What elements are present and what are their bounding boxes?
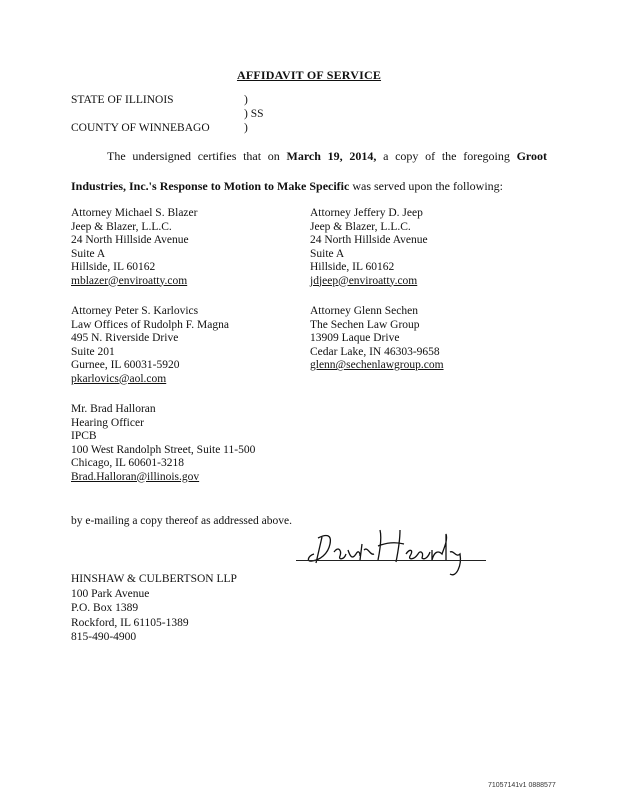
recipient-firm: The Sechen Law Group [310, 318, 420, 331]
firm-pobox: P.O. Box 1389 [71, 602, 139, 614]
signature-line [296, 560, 486, 561]
recipient-firm: Jeep & Blazer, L.L.C. [310, 220, 411, 233]
document-name-part-1: Groot [516, 149, 548, 163]
venue-county: COUNTY OF WINNEBAGO [71, 122, 210, 134]
firm-block [71, 572, 237, 645]
statement-intro: The undersigned certifies that on [107, 149, 280, 163]
recipient-email[interactable]: Brad.Halloran@illinois.gov [71, 470, 200, 483]
venue-block [71, 93, 210, 135]
recipient-halloran [71, 403, 255, 484]
venue-state: STATE OF ILLINOIS [71, 94, 174, 106]
recipient-email[interactable]: pkarlovics@aol.com [71, 372, 167, 385]
recipient-email[interactable]: jdjeep@enviroatty.com [310, 274, 418, 287]
firm-name: HINSHAW & CULBERTSON LLP [71, 573, 237, 585]
document-name-part-2: Industries, Inc.'s Response to Motion to Make Specific [71, 179, 350, 193]
firm-street: 100 Park Avenue [71, 587, 150, 600]
recipient-blazer [71, 207, 197, 288]
recipient-street: 24 North Hillside Avenue [71, 234, 189, 246]
recipient-agency: IPCB [71, 430, 97, 442]
recipient-city: Gurnee, IL 60031-5920 [71, 359, 180, 371]
statement-line-1 [71, 149, 547, 163]
recipient-firm: Jeep & Blazer, L.L.C. [71, 220, 172, 233]
document-id: 71057141v1 0888577 [488, 782, 556, 789]
recipient-city: Hillside, IL 60162 [71, 261, 156, 273]
bracket-ss: ) SS [244, 108, 264, 120]
statement-line-2 [71, 179, 547, 193]
firm-phone: 815-490-4900 [71, 631, 137, 643]
bracket-bottom: ) [244, 122, 248, 134]
recipient-city: Chicago, IL 60601-3218 [71, 457, 184, 469]
service-method: by e-mailing a copy thereof as addressed above. [71, 515, 292, 527]
statement-middle: a copy of the foregoing [383, 149, 510, 163]
recipient-city: Hillside, IL 60162 [310, 261, 395, 273]
recipient-name: Mr. Brad Halloran [71, 403, 156, 415]
recipient-street: 495 N. Riverside Drive [71, 332, 179, 344]
recipient-jeep [310, 207, 428, 288]
firm-city: Rockford, IL 61105-1389 [71, 616, 189, 629]
recipient-name: Attorney Glenn Sechen [310, 305, 418, 317]
signature [296, 520, 496, 582]
recipient-suite: Suite A [310, 247, 345, 260]
recipient-suite: Suite A [71, 247, 106, 260]
recipient-firm: Law Offices of Rudolph F. Magna [71, 318, 229, 331]
recipient-sechen [310, 305, 444, 373]
statement-tail: was served upon the following: [352, 179, 503, 193]
recipient-street: 24 North Hillside Avenue [310, 234, 428, 246]
recipient-email[interactable]: glenn@sechenlawgroup.com [310, 359, 444, 371]
recipient-title: Hearing Officer [71, 416, 144, 429]
bracket-top: ) [244, 94, 248, 106]
document-title: AFFIDAVIT OF SERVICE [236, 68, 382, 82]
venue-bracket [244, 93, 264, 135]
recipient-suite: Suite 201 [71, 345, 115, 358]
recipient-street: 100 West Randolph Street, Suite 11-500 [71, 443, 256, 456]
recipient-city: Cedar Lake, IN 46303-9658 [310, 345, 440, 358]
recipient-karlovics [71, 305, 229, 386]
recipient-street: 13909 Laque Drive [310, 332, 400, 344]
recipient-name: Attorney Michael S. Blazer [71, 207, 198, 219]
recipient-email[interactable]: mblazer@enviroatty.com [71, 274, 188, 287]
recipient-name: Attorney Peter S. Karlovics [71, 305, 199, 317]
statement-date: March 19, 2014, [286, 149, 377, 163]
recipient-name: Attorney Jeffery D. Jeep [310, 207, 423, 219]
